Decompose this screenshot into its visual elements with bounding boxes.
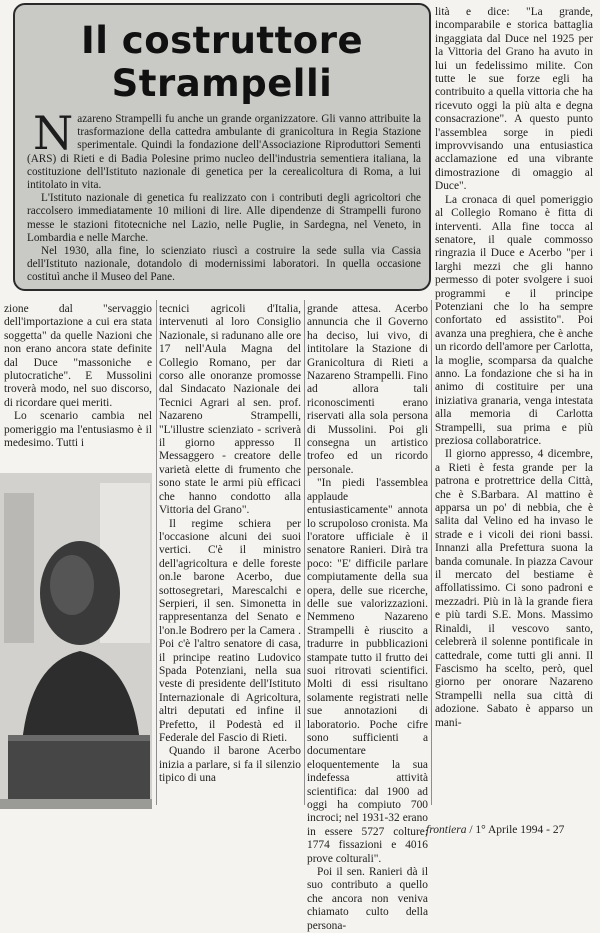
col2-paragraph-1: tecnici agricoli d'Italia, intervenuti al loro Consiglio Nazionale, si radunano alle ore 17 nell'Aula Magna del Collegio Romano, per dar corso alle onoranze promosse dal Sindacato Nazionale dei Tecnici Agrari al sen. prof. Nazareno Strampelli, "L'illustre scienziato - scriverà il giorno appresso Il Messaggero - creatore delle varietà elette di frumento che sono state le armi più efficaci che hanno condotto alla Vittoria del Grano". (159, 303, 301, 517)
magazine-name: frontiera (426, 824, 467, 836)
col2-paragraph-2: Il regime schiera per l'occasione alcuni dei suoi vertici. C'è il ministro dell'agricoltura e delle foreste on.le barone Acerbo, due sottosegretari, Marescalchi e Serpieri, il sen. Simonetta in rappresentanza del Senato e l'on.le Bodrero per la Camera . Poi c'è l'altro senatore di casa, il principe reatino Ludovico Spada Potenziani, nella sua veste di presidente dell'Istituto Internazionale di Agricoltura, altri deputati ed infine il Prefetto, il Podestà ed il Federale del Fascio di Rieti. (159, 517, 301, 744)
column-3 (307, 303, 428, 932)
column-2 (159, 303, 301, 809)
box-paragraph-1: Nazareno Strampelli fu anche un grande organizzatore. Gli vanno attribuite la trasformazione della cattedra ambulante di granicoltura in Regia Stazione sperimentale. Quindi la fondazione dell'Associazione Riproduttori Sementi (ARS) di Rieti e di Badia Polesine primo nucleo dell'industria sementiera italiana, la costituzione dell'Istituto nazionale di genetica per la cerealicoltura di Roma, a lui intitolato in vita. (27, 106, 421, 192)
col3-paragraph-1: grande attesa. Acerbo annuncia che il Governo ha deciso, lui vivo, di intitolare la Stazione di Granicoltura di Rieti a Nazareno Strampelli. Fino ad allora tali riconoscimenti erano riservati alla sola persona di Mussolini. Poi gli consegna un artistico trofeo ed un ricordo personale. (307, 303, 428, 476)
bust-photo (0, 473, 152, 809)
col1-paragraph-1: zione dal "servaggio dell'importazione a cui era stata soggetta" da quelle Nazioni che non erano ancora state definite dal Duce "massoniche e plutocratiche". E Mussolini troverà modo, nel suo discorso, di ricordare quei meriti. (4, 303, 152, 409)
page-number: - 27 (546, 824, 565, 836)
col1-paragraph-2: Lo scenario cambia nel pomeriggio ma l'entusiasmo è il medesimo. Tutti i (4, 410, 152, 450)
col2-paragraph-3: Quando il barone Acerbo inizia a parlare, si fa il silenzio tipico di una (159, 745, 301, 785)
issue-date: / 1° Aprile 1994 (469, 824, 544, 836)
col4-paragraph-1: lità e dice: "La grande, incomparabile e storica battaglia ingaggiata dal Duce nel 1925 per la Vittoria del Grano ha avuto in lui un fedelissimo milite. Con tutte le sue forze egli ha contribuito a quella vittoria che ha ricevuto oggi la più alta e degna consacrazione". A questo punto l'assemblea sorge in piedi improvvisando una entusiastica acclamazione ed una vibrante dimostrazione di omaggio al Duce". (435, 6, 593, 193)
article-title (15, 19, 429, 105)
drop-cap: N (33, 106, 74, 160)
col3-paragraph-2: "In piedi l'assemblea applaude entusiasticamente" annota lo scrupoloso cronista. Ma l'oratore ufficiale è il senatore Ranieri. Dirà tra poco: "E' difficile parlare compiutamente della sua opera, delle sue ricerche, delle sue valorizzazioni. Nemmeno Nazareno Strampelli è riuscito a tradurre in pubblicazioni stampate tutto il frutto dei suoi ritrovati scientifici. Molti di essi risultano solamente registrati nelle sue annotazioni di laboratorio. Poche cifre sono sufficienti a documentare eloquentemente la sua indefessa attività scientifica: dal 1900 ad oggi ha compiuto 700 incroci; nel 1931-32 erano in essere 5727 colture; 1774 fissazioni e 4016 prove colturali". (307, 477, 428, 865)
box-paragraph-3: Nel 1930, alla fine, lo scienziato riuscì a costruire la sede sulla via Cassia dell'Istituto nazionale, dotandolo di modernissimi laboratori. In quella occasione costituì anche il Museo del Pane. (27, 245, 421, 284)
bust-illustration (0, 473, 152, 809)
sidebar-box (13, 3, 431, 291)
column-divider (304, 300, 305, 805)
col3-paragraph-3: Poi il sen. Ranieri dà il suo contributo a quello che ancora non veniva chiamato culto della persona- (307, 866, 428, 932)
box-text (27, 106, 421, 285)
title-line-1: Il costruttore (80, 19, 364, 62)
column-divider (431, 300, 432, 805)
col4-paragraph-2: La cronaca di quel pomeriggio al Collegio Romano è fitta di interventi. Alla fine tocca al senatore, il quale commosso ringrazia il Duce e Acerbo "per i larghi mezzi che gli hanno permesso di poter svolgere i suoi programmi e il principe Potenziani che lo ha sempre confortato ed assistito". Poi avanza una preghiera, che è anche un ricordo dell'amore per Carlotta, la moglie, scomparsa da qualche anno. La fondazione che si ha in animo di costituire per una iniziativa granaria, venga intestata alla memoria di Carlotta Strampelli, sua prima e più preziosa collaboratrice. (435, 193, 593, 447)
title-line-2: Strampelli (111, 62, 333, 105)
col4-paragraph-3: Il giorno appresso, 4 dicembre, a Rieti è festa grande per la patrona e protrettrice della Città, che è S.Barbara. Al mattino è apparsa un po' di nebbia, che è salita dal Velino ed ha invaso le strade e i vicoli dei rioni bassi. Innanzi alla Prefettura suona la banda comunale. In piazza Cavour il mercato del bestiame è affollatissimo. Ci sono padroni e mezzadri. Più in là la grande fiera e più tardi S.E. Mons. Massimo Rinaldi, il vescovo santo, celebrerà il solenne pontificale in cattedrale, come tutti gli anni. Il Fascismo ha scelto, però, quel giorno per onorare Nazareno Strampelli nella sua città di adozione. Sabato è apparso un mani- (435, 448, 593, 729)
box-paragraph-2: L'Istituto nazionale di genetica fu realizzato con i contributi degli agricoltori che raccolsero immediatamente 10 milioni di lire. Alle dipendenze di Strampelli furono messe le stazioni fitotecniche nel Lazio, nelle Puglie, in Sardegna, nel Veneto, in Lombardia e nelle Marche. (27, 192, 421, 244)
column-4 (435, 6, 593, 810)
page-footer (426, 824, 564, 836)
column-divider (156, 300, 157, 805)
column-1 (4, 303, 152, 453)
